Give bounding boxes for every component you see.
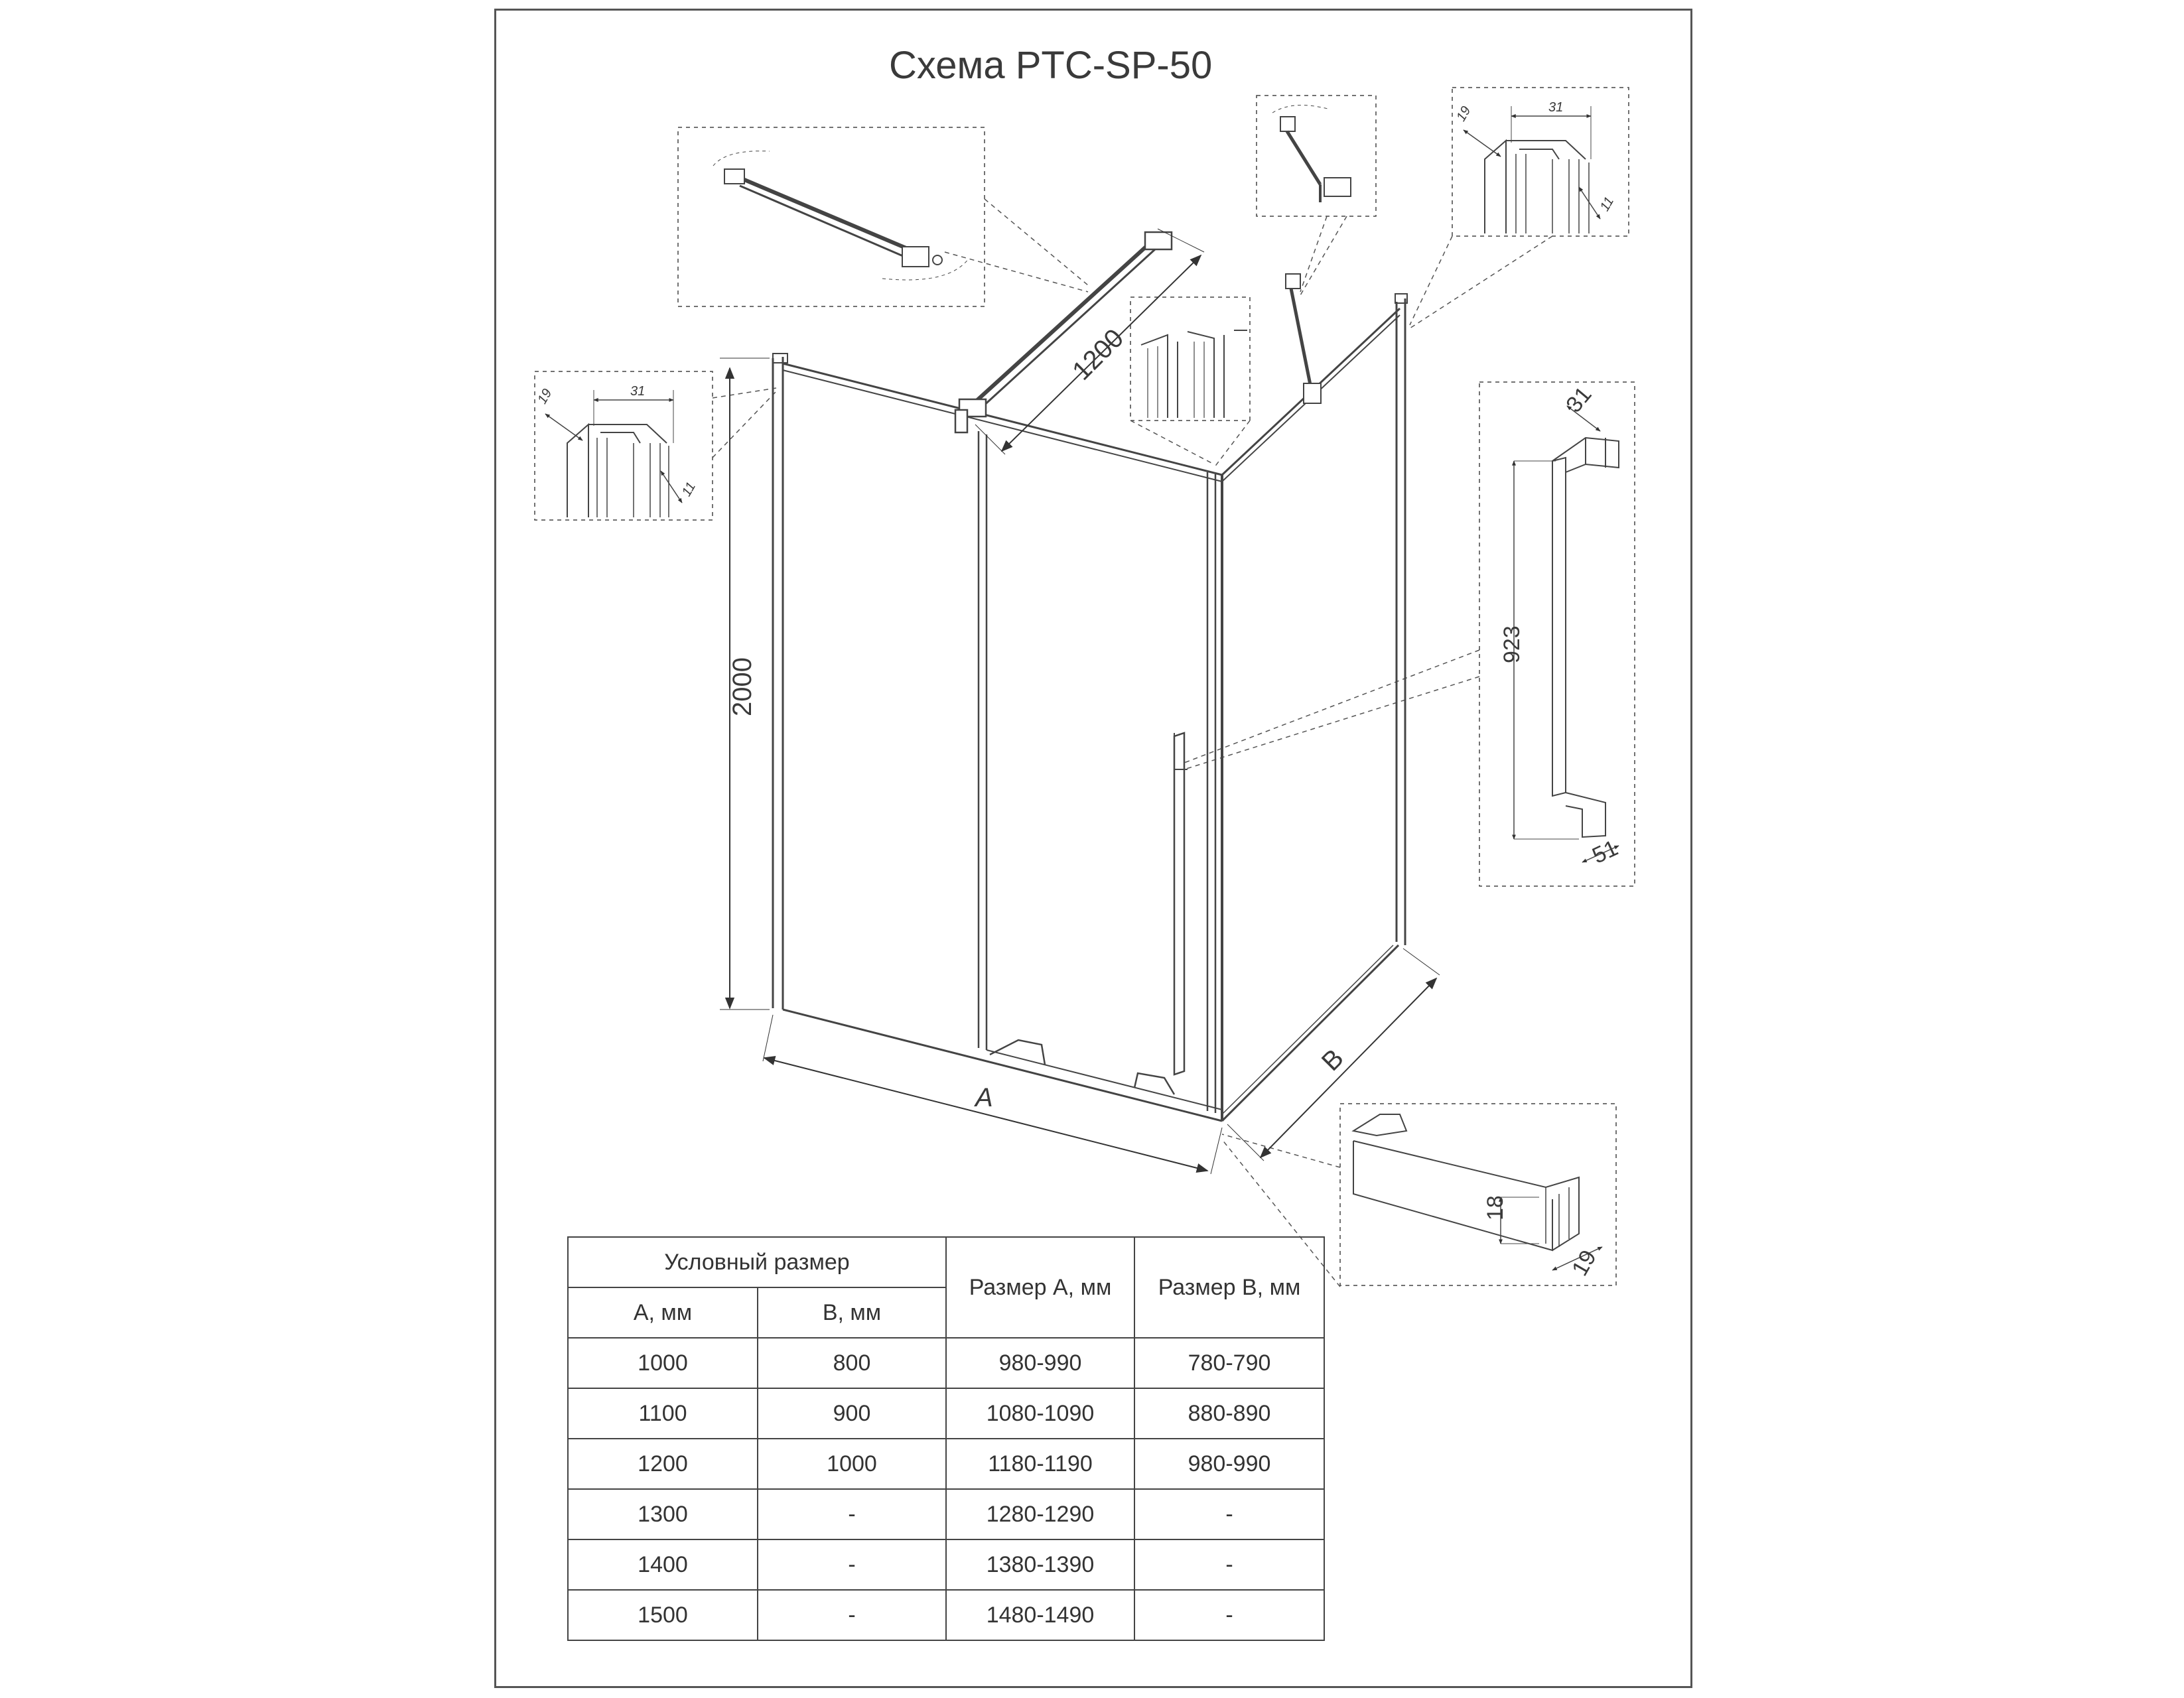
- cell-a: 1000: [568, 1338, 758, 1388]
- handle-length-dim: 923: [1499, 625, 1525, 663]
- header-b-mm: В, мм: [758, 1287, 946, 1338]
- rail-width-dim: 19: [1567, 1246, 1602, 1281]
- width-b-label: B: [1316, 1043, 1349, 1077]
- table-row: [568, 1590, 1324, 1640]
- profile-left-gap-dim: 11: [679, 480, 699, 499]
- cell-size-a: 1180-1190: [946, 1439, 1134, 1489]
- header-size-b: Размер В, мм: [1134, 1237, 1324, 1338]
- table-row: [568, 1338, 1324, 1388]
- cell-a: 1500: [568, 1590, 758, 1640]
- cell-b: 800: [758, 1338, 946, 1388]
- height-dim-label: 2000: [728, 657, 757, 716]
- cell-a: 1100: [568, 1388, 758, 1439]
- bar-length-dim-label: 1200: [1067, 323, 1130, 386]
- detail-wall-profile-right: [1452, 88, 1629, 236]
- cell-size-b: -: [1134, 1539, 1324, 1590]
- profile-left-side-dim: 19: [535, 386, 555, 407]
- header-nominal-size: Условный размер: [568, 1237, 946, 1287]
- profile-left-top-dim: 31: [630, 384, 646, 399]
- cell-size-a: 1380-1390: [946, 1539, 1134, 1590]
- table-row: [568, 1489, 1324, 1539]
- handle-depth-dim: 31: [1561, 381, 1597, 418]
- cell-size-a: 980-990: [946, 1338, 1134, 1388]
- detail-wall-profile-left: [535, 371, 713, 520]
- rail-height-dim: 18: [1483, 1195, 1508, 1220]
- sizes-table: [567, 1236, 1325, 1641]
- leader-lines: [713, 199, 1552, 1287]
- table-row: [568, 1539, 1324, 1590]
- cell-a: 1300: [568, 1489, 758, 1539]
- cell-size-b: 980-990: [1134, 1439, 1324, 1489]
- profile-right-gap-dim: 11: [1597, 194, 1617, 214]
- cell-size-b: 880-890: [1134, 1388, 1324, 1439]
- table-row: [568, 1439, 1324, 1489]
- cell-size-a: 1080-1090: [946, 1388, 1134, 1439]
- table-row: [568, 1388, 1324, 1439]
- header-size-a: Размер А, мм: [946, 1237, 1134, 1338]
- cell-size-b: -: [1134, 1489, 1324, 1539]
- drawing-title: Схема PTC-SP-50: [889, 44, 1213, 87]
- detail-wall-bracket: [1257, 96, 1376, 216]
- detail-support-bar: [678, 127, 985, 306]
- cell-size-a: 1280-1290: [946, 1489, 1134, 1539]
- profile-right-side-dim: 19: [1454, 103, 1474, 124]
- cell-a: 1200: [568, 1439, 758, 1489]
- cell-b: -: [758, 1590, 946, 1640]
- cell-size-a: 1480-1490: [946, 1590, 1134, 1640]
- cell-size-b: 780-790: [1134, 1338, 1324, 1388]
- cell-b: 1000: [758, 1439, 946, 1489]
- cell-size-b: -: [1134, 1590, 1324, 1640]
- cell-b: -: [758, 1489, 946, 1539]
- detail-corner-joint: [1130, 297, 1250, 421]
- cell-b: 900: [758, 1388, 946, 1439]
- profile-right-top-dim: 31: [1548, 100, 1564, 115]
- width-a-label: A: [975, 1083, 993, 1112]
- handle-foot-dim: 51: [1588, 835, 1622, 869]
- cell-b: -: [758, 1539, 946, 1590]
- cell-a: 1400: [568, 1539, 758, 1590]
- header-a-mm: А, мм: [568, 1287, 758, 1338]
